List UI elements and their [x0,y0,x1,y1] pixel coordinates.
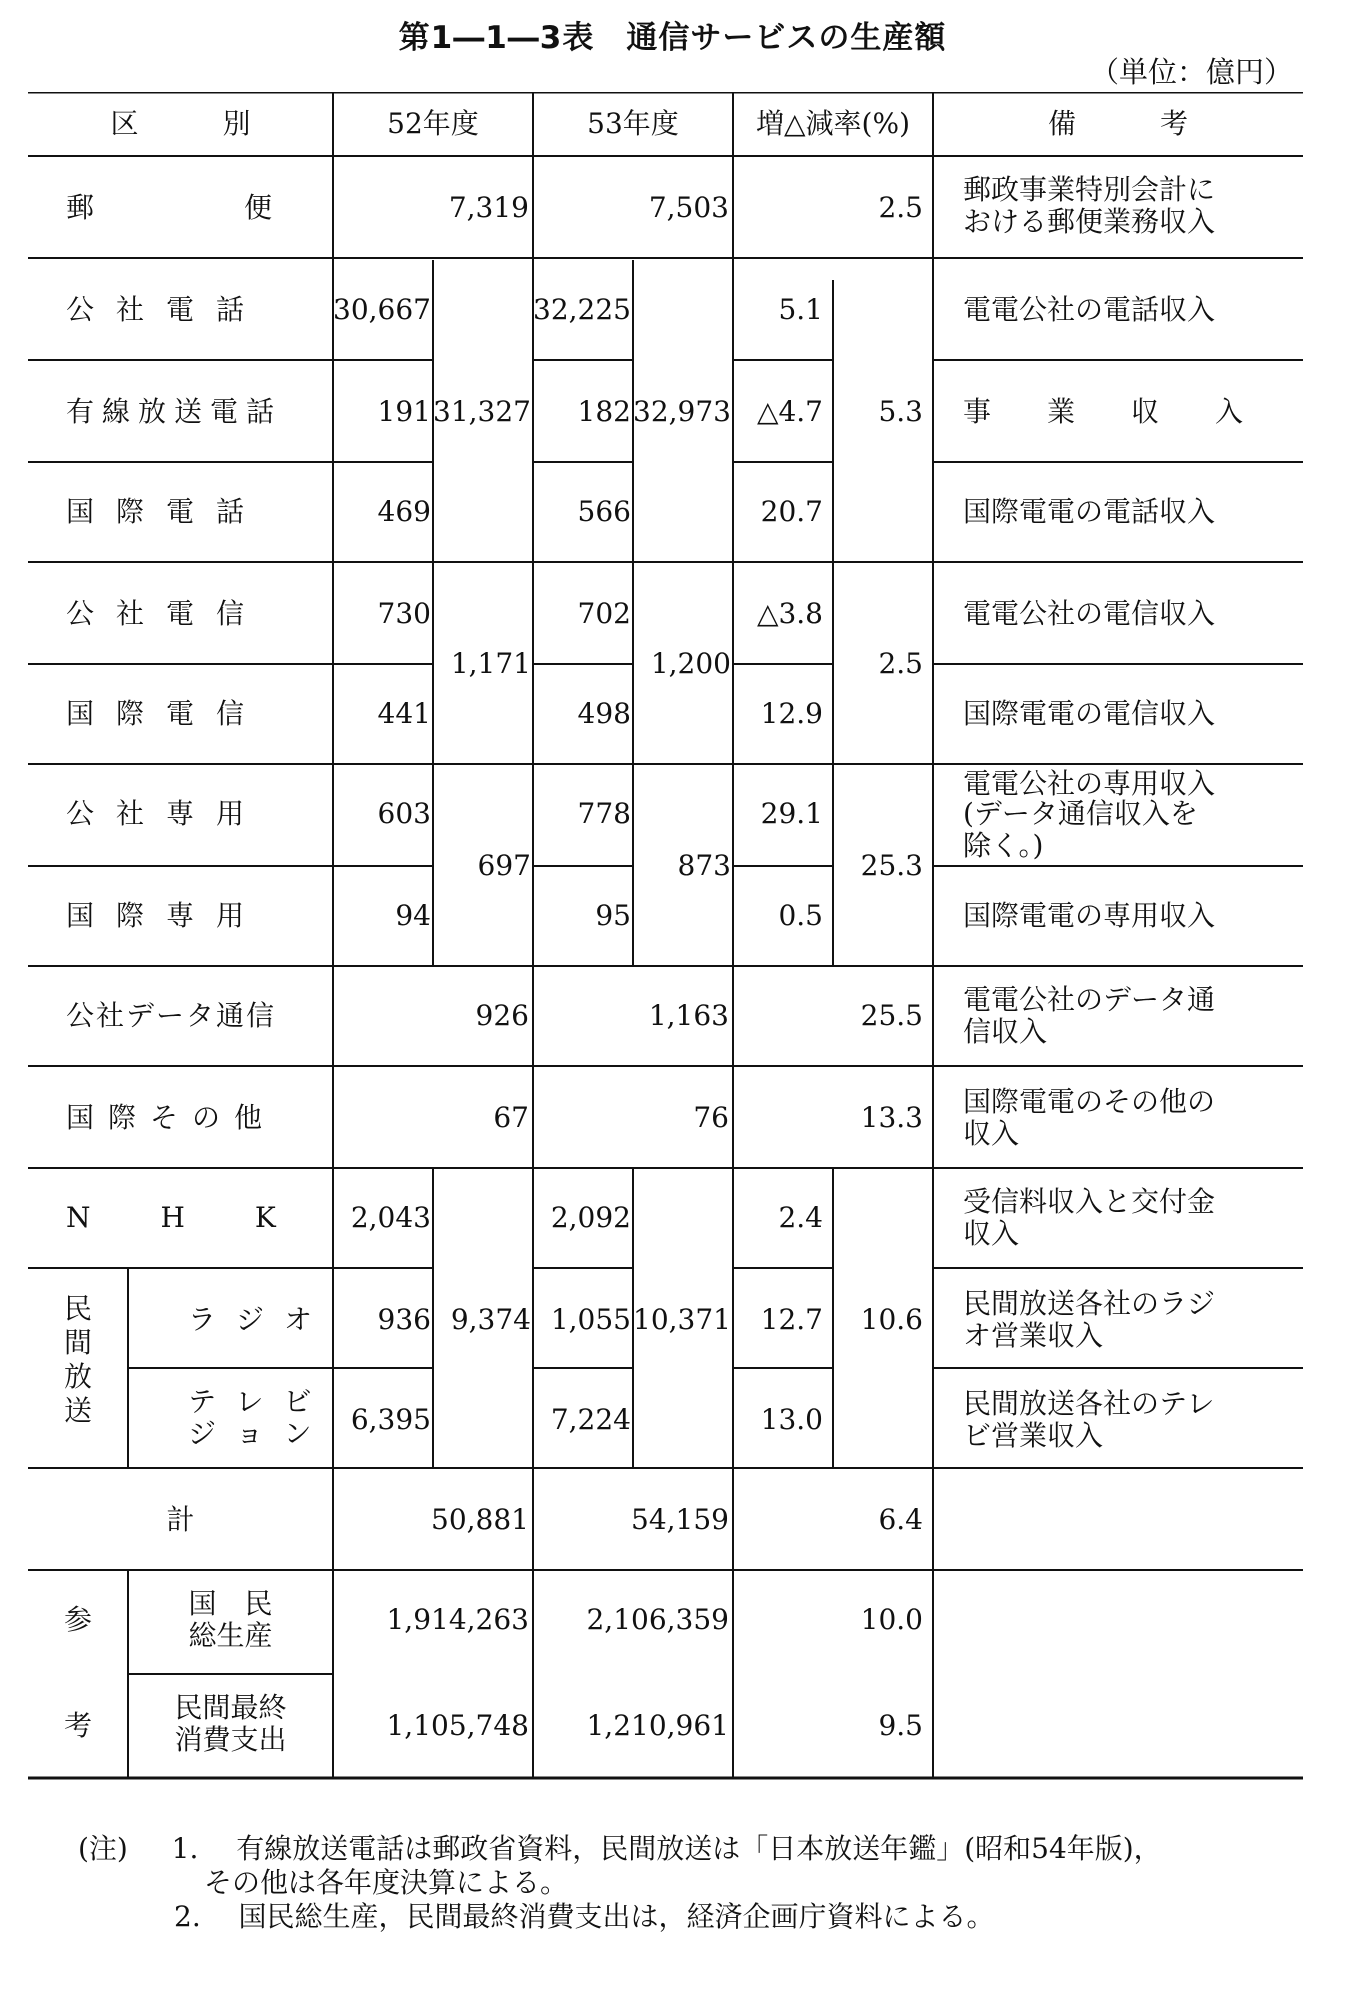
remark-data-tsushin-2: 信収入 [963,1015,1048,1048]
remark-data-tsushin-1: 電電公社のデータ通 [963,983,1216,1016]
cell-kokusai-denwa-v52: 469 [377,495,431,528]
remark-tv-1: 民間放送各社のテレ [963,1387,1215,1420]
cell-denwa-total-v53: 32,973 [633,395,731,428]
remark-tv-2: ビ営業収入 [963,1419,1104,1452]
footnotes [78,1832,1162,1934]
row-label-tv-2: ジョン [188,1417,332,1450]
note-2-text: 国民総生産，民間最終消費支出は，経済企画庁資料による。 [238,1900,995,1933]
row-label-consumption-2: 消費支出 [174,1723,287,1756]
row-label-kosha-senyo: 公社専用 [66,797,267,830]
remark-nhk-2: 収入 [963,1217,1020,1250]
header-rate: 増△減率(%) [756,107,910,140]
cell-yusen-rate: △4.7 [756,395,823,428]
cell-kokusai-denwa-rate: 20.7 [760,495,823,528]
cell-senyo-total-v53: 873 [677,849,731,882]
note-prefix: (注) [78,1832,128,1865]
cell-senyo-total-rate: 25.3 [860,849,923,882]
cell-kokusai-other-rate: 13.3 [860,1101,923,1134]
cell-kosha-denshin-v53: 702 [577,597,631,630]
row-label-gnp-2: 総生産 [188,1619,273,1652]
row-label-kosha-denshin: 公社電信 [66,597,267,630]
cell-kokusai-other-v53: 76 [693,1101,729,1134]
cell-denshin-total-rate: 2.5 [878,647,923,680]
cell-senyo-total-v52: 697 [477,849,531,882]
cell-kosha-denwa-v52: 30,667 [333,293,431,326]
cell-denshin-total-v52: 1,171 [450,647,531,680]
cell-total-v52: 50,881 [431,1503,529,1536]
row-label-radio: ラジオ [188,1303,333,1336]
row-label-total: 計 [166,1503,195,1536]
cell-nhk-rate: 2.4 [778,1201,823,1234]
remark-kosha-denwa: 電電公社の電話収入 [963,293,1216,326]
remark-kosha-senyo-2: (データ通信収入を [963,797,1198,830]
header-remarks: 備 考 [1047,107,1188,140]
cell-consumption-rate: 9.5 [878,1709,923,1742]
remark-kosha-senyo-3: 除く。) [963,829,1044,862]
remark-kosha-senyo-1: 電電公社の専用収入 [963,767,1216,800]
note-1-text: 有線放送電話は郵政省資料，民間放送は「日本放送年鑑」(昭和54年版)， [236,1832,1162,1865]
cell-kokusai-senyo-rate: 0.5 [778,899,823,932]
cell-radio-v52: 936 [377,1303,431,1336]
cell-gnp-rate: 10.0 [860,1603,923,1636]
remark-kosha-denshin: 電電公社の電信収入 [963,597,1216,630]
cell-kosha-denwa-v53: 32,225 [533,293,631,326]
cell-kokusai-denshin-rate: 12.9 [760,697,823,730]
cell-consumption-v53: 1,210,961 [586,1709,729,1742]
remark-kokusai-denwa: 国際電電の電話収入 [963,495,1216,528]
cell-yubin-rate: 2.5 [878,191,923,224]
note-line-2 [78,1866,1162,1900]
ref-label-2: 考 [63,1709,92,1742]
cell-denshin-total-v53: 1,200 [650,647,731,680]
row-label-yusen: 有線放送電話 [66,395,283,428]
note-2-number: 2. [174,1900,201,1933]
cell-tv-v53: 7,224 [550,1403,631,1436]
table-title: 第1―1―3表 通信サービスの生産額 [398,20,947,56]
note-1-number: 1. [171,1832,199,1865]
header-fy52: 52年度 [387,107,479,140]
row-label-kokusai-denshin: 国際電信 [66,697,267,730]
cell-nhk-v53: 2,092 [550,1201,631,1234]
cell-hoso-total-v52: 9,374 [450,1303,531,1336]
cell-radio-v53: 1,055 [550,1303,631,1336]
cell-total-v53: 54,159 [631,1503,729,1536]
row-label-gnp-1: 国 民 [188,1587,273,1620]
note-1-text-cont: その他は各年度決算による。 [204,1866,569,1899]
cell-denwa-total-v52: 31,327 [433,395,531,428]
remark-nhk-1: 受信料収入と交付金 [963,1185,1216,1218]
cell-gnp-v53: 2,106,359 [586,1603,729,1636]
cell-nhk-v52: 2,043 [350,1201,431,1234]
remark-radio-2: オ営業収入 [963,1319,1104,1352]
cell-kosha-senyo-v52: 603 [377,797,431,830]
cell-radio-rate: 12.7 [760,1303,823,1336]
table-grid-lines [28,92,1303,1829]
note-line-3 [78,1900,1162,1934]
cell-denwa-total-rate: 5.3 [878,395,923,428]
row-label-data-tsushin: 公社データ通信 [66,999,277,1032]
remark-kokusai-other-2: 収入 [963,1117,1020,1150]
row-label-consumption-1: 民間最終 [174,1691,287,1724]
row-label-nhk: NHK [66,1201,346,1234]
cell-kosha-senyo-rate: 29.1 [760,797,823,830]
cell-kosha-denshin-v52: 730 [377,597,431,630]
cell-yubin-v52: 7,319 [448,191,529,224]
row-label-kokusai-other: 国際その他 [66,1101,277,1134]
remark-kokusai-denshin: 国際電電の電信収入 [963,697,1216,730]
remark-yusen: 事業収入 [963,395,1300,428]
cell-kokusai-other-v52: 67 [493,1101,529,1134]
cell-hoso-total-rate: 10.6 [860,1303,923,1336]
cell-kosha-senyo-v53: 778 [577,797,631,830]
cell-yusen-v52: 191 [377,395,431,428]
cell-data-tsushin-v52: 926 [475,999,529,1032]
ref-label-1: 参 [63,1603,92,1636]
remark-yubin-2: おける郵便業務収入 [963,205,1216,238]
cell-kosha-denshin-rate: △3.8 [756,597,823,630]
cell-data-tsushin-rate: 25.5 [860,999,923,1032]
cell-yubin-v53: 7,503 [648,191,729,224]
cell-consumption-v52: 1,105,748 [386,1709,529,1742]
row-label-kosha-denwa: 公社電話 [66,293,267,326]
header-category: 区 別 [110,107,251,140]
cell-tv-v52: 6,395 [350,1403,431,1436]
cell-kokusai-denshin-v53: 498 [577,697,631,730]
cell-kokusai-senyo-v53: 95 [595,899,631,932]
cell-yusen-v53: 182 [577,395,631,428]
group-label-minkan: 民間放送 [63,1292,92,1427]
cell-total-rate: 6.4 [878,1503,923,1536]
cell-kokusai-denshin-v52: 441 [377,697,431,730]
cell-kokusai-senyo-v52: 94 [395,899,431,932]
cell-hoso-total-v53: 10,371 [633,1303,731,1336]
cell-kosha-denwa-rate: 5.1 [778,293,823,326]
row-label-yubin: 郵便 [66,191,423,224]
remark-yubin-1: 郵政事業特別会計に [963,173,1216,206]
row-label-tv-1: テレビ [188,1385,332,1418]
cell-tv-rate: 13.0 [760,1403,823,1436]
remark-kokusai-other-1: 国際電電のその他の [963,1085,1216,1118]
data-table [28,92,1303,1829]
cell-kokusai-denwa-v53: 566 [577,495,631,528]
cell-gnp-v52: 1,914,263 [386,1603,529,1636]
row-label-kokusai-senyo: 国際専用 [66,899,267,932]
header-fy53: 53年度 [587,107,679,140]
row-label-kokusai-denwa: 国際電話 [66,495,267,528]
remark-kokusai-senyo: 国際電電の専用収入 [963,899,1216,932]
cell-data-tsushin-v53: 1,163 [648,999,729,1032]
unit-label: （単位：億円） [1089,55,1293,89]
remark-radio-1: 民間放送各社のラジ [963,1287,1216,1320]
note-line-1 [78,1832,1162,1866]
